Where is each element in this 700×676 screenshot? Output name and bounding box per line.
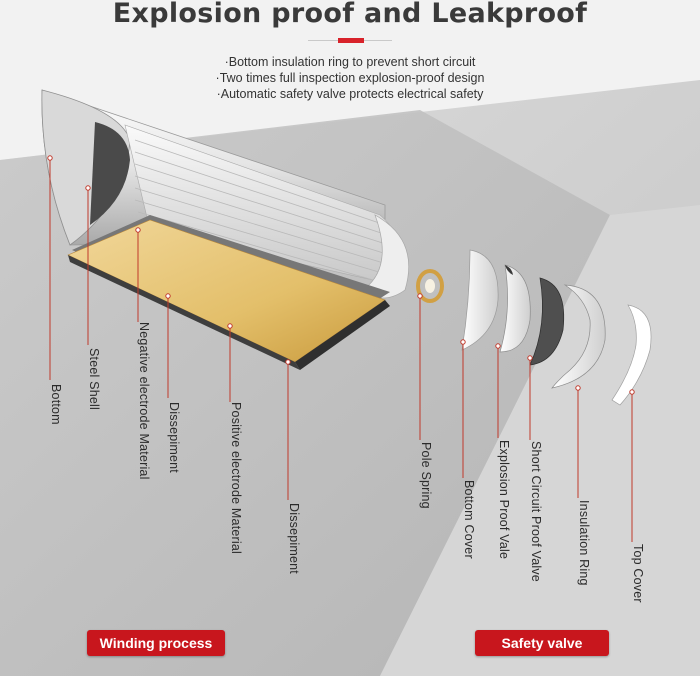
label-dissepiment-1: Dissepiment — [167, 402, 181, 473]
label-bottom: Bottom — [49, 384, 63, 425]
feature-item: ·Two times full inspection explosion-proof design — [215, 71, 485, 85]
label-explosion-proof-vale: Explosion Proof Vale — [497, 440, 511, 560]
label-bottom-cover: Bottom Cover — [462, 480, 476, 559]
label-dissepiment-2: Dissepiment — [287, 503, 301, 574]
feature-item: ·Automatic safety valve protects electrical safety — [216, 87, 484, 101]
label-positive-electrode: Positive electrode Material — [229, 402, 243, 554]
label-steel-shell: Steel Shell — [87, 348, 101, 410]
feature-list — [0, 54, 700, 102]
feature-item: ·Bottom insulation ring to prevent short circuit — [224, 55, 476, 69]
safety-valve-button[interactable]: Safety valve — [475, 630, 609, 656]
winding-process-button[interactable]: Winding process — [87, 630, 225, 656]
page-title: Explosion proof and Leakproof — [112, 0, 588, 29]
title-divider-accent — [338, 38, 364, 43]
label-short-circuit-proof-valve: Short Circuit Proof Valve — [529, 441, 543, 582]
label-top-cover: Top Cover — [631, 544, 645, 603]
label-negative-electrode: Negative electrode Material — [137, 322, 151, 480]
label-insulation-ring: Insulation Ring — [577, 500, 591, 586]
label-pole-spring: Pole Spring — [419, 442, 433, 509]
